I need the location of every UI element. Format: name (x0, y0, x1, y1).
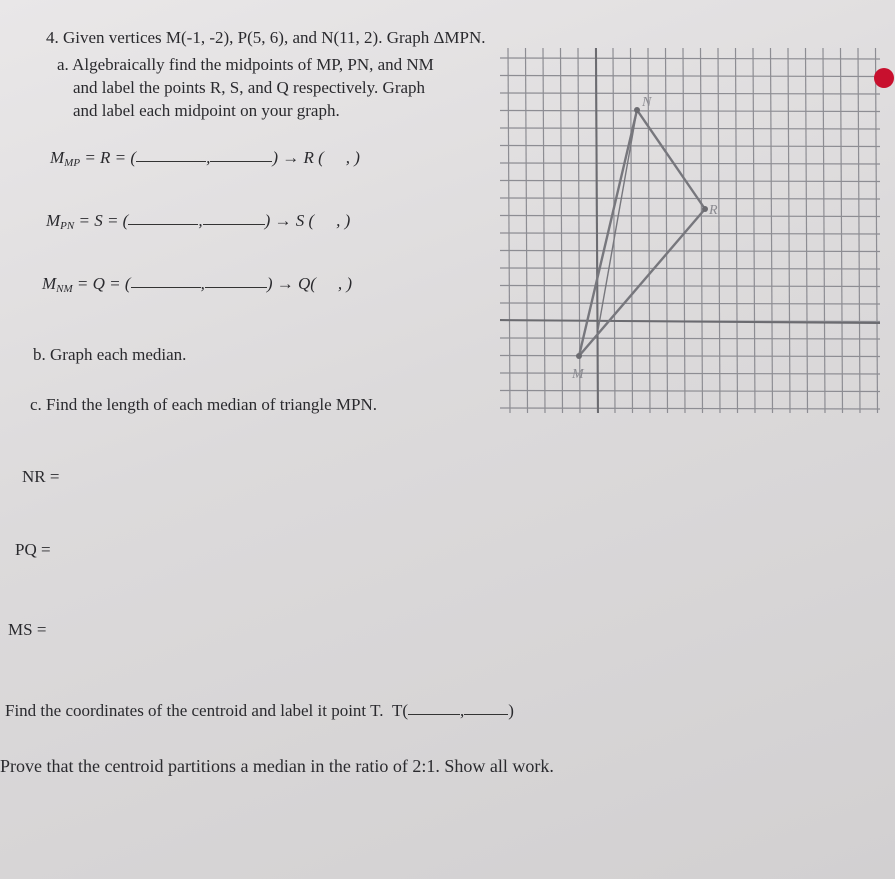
grid-hline (500, 251, 880, 252)
grid-vline (543, 48, 545, 413)
grid-hline (500, 356, 880, 357)
grid-vline (736, 48, 738, 413)
grid-vline (841, 48, 843, 413)
problem-header: 4. Given vertices M(-1, -2), P(5, 6), and N(11, 2). Graph ΔMPN. (46, 28, 486, 47)
blank-y[interactable] (203, 212, 265, 225)
grid-vline (806, 48, 808, 413)
length-nr: NR = (22, 467, 60, 486)
grid-hline (500, 233, 880, 234)
point-n (702, 206, 708, 212)
label-right: R (709, 203, 718, 218)
grid-hline (500, 163, 880, 164)
coordinate-grid[interactable] (500, 48, 880, 413)
midpoint-pn-row: $M_{PN} = S$ = ( , ) → S ( , ) (46, 211, 351, 232)
grid-hline (500, 198, 880, 199)
grid-vline (508, 48, 510, 413)
part-a-line-2: and label the points R, S, and Q respectively. Graph (73, 78, 426, 97)
grid-hline (500, 286, 880, 287)
grid-vline (526, 48, 528, 413)
blank-x[interactable] (136, 149, 206, 162)
blank-y[interactable] (205, 275, 267, 288)
point-p (634, 107, 640, 113)
prove-statement: Prove that the centroid partitions a median in the ratio of 2:1. Show all work. (0, 756, 554, 776)
grid-hline (500, 391, 880, 392)
part-b: b. Graph each median. (33, 345, 187, 364)
y-axis (596, 48, 598, 413)
part-a-line-3: and label each midpoint on your graph. (73, 101, 340, 120)
grid-hline (500, 268, 880, 269)
label-bottom: M (572, 367, 584, 382)
grid-vline (771, 48, 773, 413)
midpoint-nm-row: $M_{NM} = Q$ = ( , ) → Q( , ) (42, 274, 353, 295)
label-top: N (642, 95, 652, 110)
grid-hline (500, 216, 880, 217)
centroid-x-blank[interactable] (408, 702, 460, 715)
red-marker (874, 68, 894, 88)
blank-y[interactable] (210, 149, 272, 162)
grid-hline (500, 408, 880, 409)
segment-pn (637, 110, 705, 209)
grid-hline (500, 373, 880, 374)
grid-vline (718, 48, 720, 413)
grid-hline (500, 181, 880, 182)
grid-vline (788, 48, 790, 413)
midpoint-mp-row: $M_{MP} = R$ = ( , ) → R ( , ) (50, 148, 360, 169)
grid-vline (701, 48, 703, 413)
grid-vline (683, 48, 685, 413)
grid-hline (500, 338, 880, 339)
part-a-line-1: a. Algebraically find the midpoints of MP, PN, and NM (57, 55, 434, 74)
grid-hline (500, 303, 880, 304)
centroid-y-blank[interactable] (464, 702, 508, 715)
centroid-prompt: Find the coordinates of the centroid and label it point T. T( , ) (5, 701, 514, 720)
grid-vline (753, 48, 755, 413)
grid-vline (613, 48, 615, 413)
part-c: c. Find the length of each median of triangle MPN. (30, 395, 377, 414)
grid-vline (823, 48, 825, 413)
grid-vline (666, 48, 668, 413)
grid-vline (858, 48, 860, 413)
grid-vline (561, 48, 563, 413)
grid-vline (631, 48, 633, 413)
length-pq: PQ = (15, 540, 51, 559)
point-m (576, 353, 582, 359)
blank-x[interactable] (131, 275, 201, 288)
length-ms: MS = (8, 620, 47, 639)
blank-x[interactable] (128, 212, 198, 225)
grid-vline (876, 48, 878, 413)
